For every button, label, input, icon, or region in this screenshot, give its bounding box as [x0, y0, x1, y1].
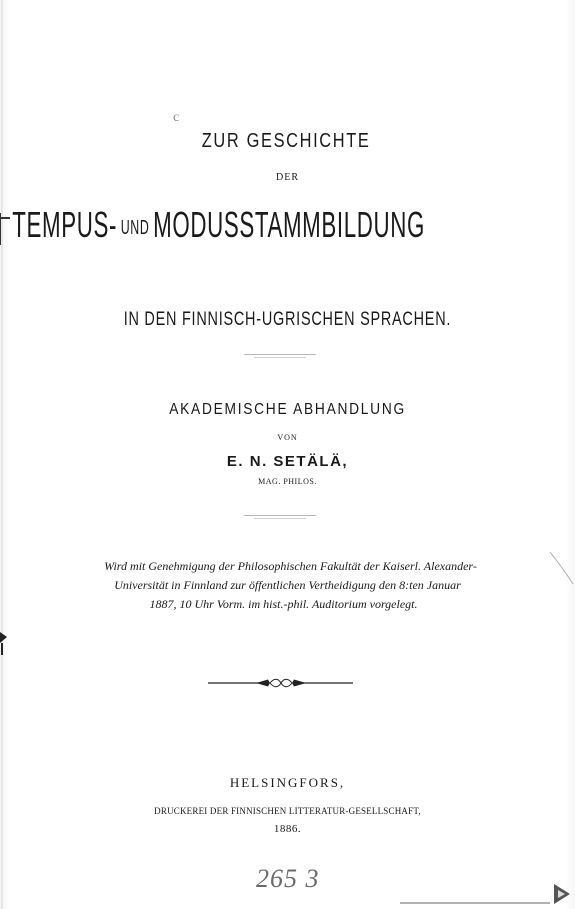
- defense-note-line-3: 1887, 10 Uhr Vorm. im hist.-phil. Auditorium vorgelegt.: [149, 597, 418, 611]
- defense-note-line-2: Universität in Finnland zur öffentlichen Vertheidigung den 8:ten Januar: [114, 578, 461, 592]
- by-label: VON: [277, 433, 298, 442]
- thesis-type-text: AKADEMISCHE ABHANDLUNG: [169, 401, 406, 418]
- shelfmark-handwritten: 265 3: [256, 864, 320, 893]
- title-line-1: ZUR GESCHICHTE: [201, 130, 371, 152]
- corner-logo-icon: [552, 882, 572, 906]
- divider-rule-1-inner: [254, 357, 306, 358]
- main-title-part-1: TEMPUS-: [12, 204, 118, 245]
- main-title-part-3: MODUSSTAMMBILDUNG: [153, 204, 425, 245]
- main-title-part-2: UND: [120, 217, 150, 239]
- main-title: [0, 204, 575, 246]
- imprint-city: HELSINGFORS,: [229, 775, 346, 790]
- author-degree: MAG. PHILOS.: [258, 477, 317, 486]
- divider-rule-2-inner: [254, 518, 306, 519]
- subtitle-text: IN DEN FINNISCH-UGRISCHEN SPRACHEN.: [123, 309, 452, 330]
- imprint-printer: DRUCKEREI DER FINNISCHEN LITTERATUR-GESELLSCHAFT,: [154, 806, 421, 816]
- ornament-divider: [208, 676, 353, 690]
- margin-scribble: [548, 548, 575, 588]
- thesis-type: [0, 401, 575, 419]
- author-name: E. N. SETÄLÄ,: [226, 453, 349, 470]
- title-line-2: DER: [276, 172, 299, 183]
- imprint-year: 1886.: [273, 823, 302, 835]
- bottom-rule: [400, 900, 550, 906]
- divider-rule-2: [244, 515, 316, 516]
- divider-rule-1: [244, 354, 316, 355]
- subtitle: [0, 309, 575, 331]
- defense-note-line-1: Wird mit Genehmigung der Philosophischen Fakultät der Kaiserl. Alexander-: [104, 559, 477, 573]
- defense-note: [0, 557, 575, 614]
- pencil-mark: c: [173, 110, 180, 125]
